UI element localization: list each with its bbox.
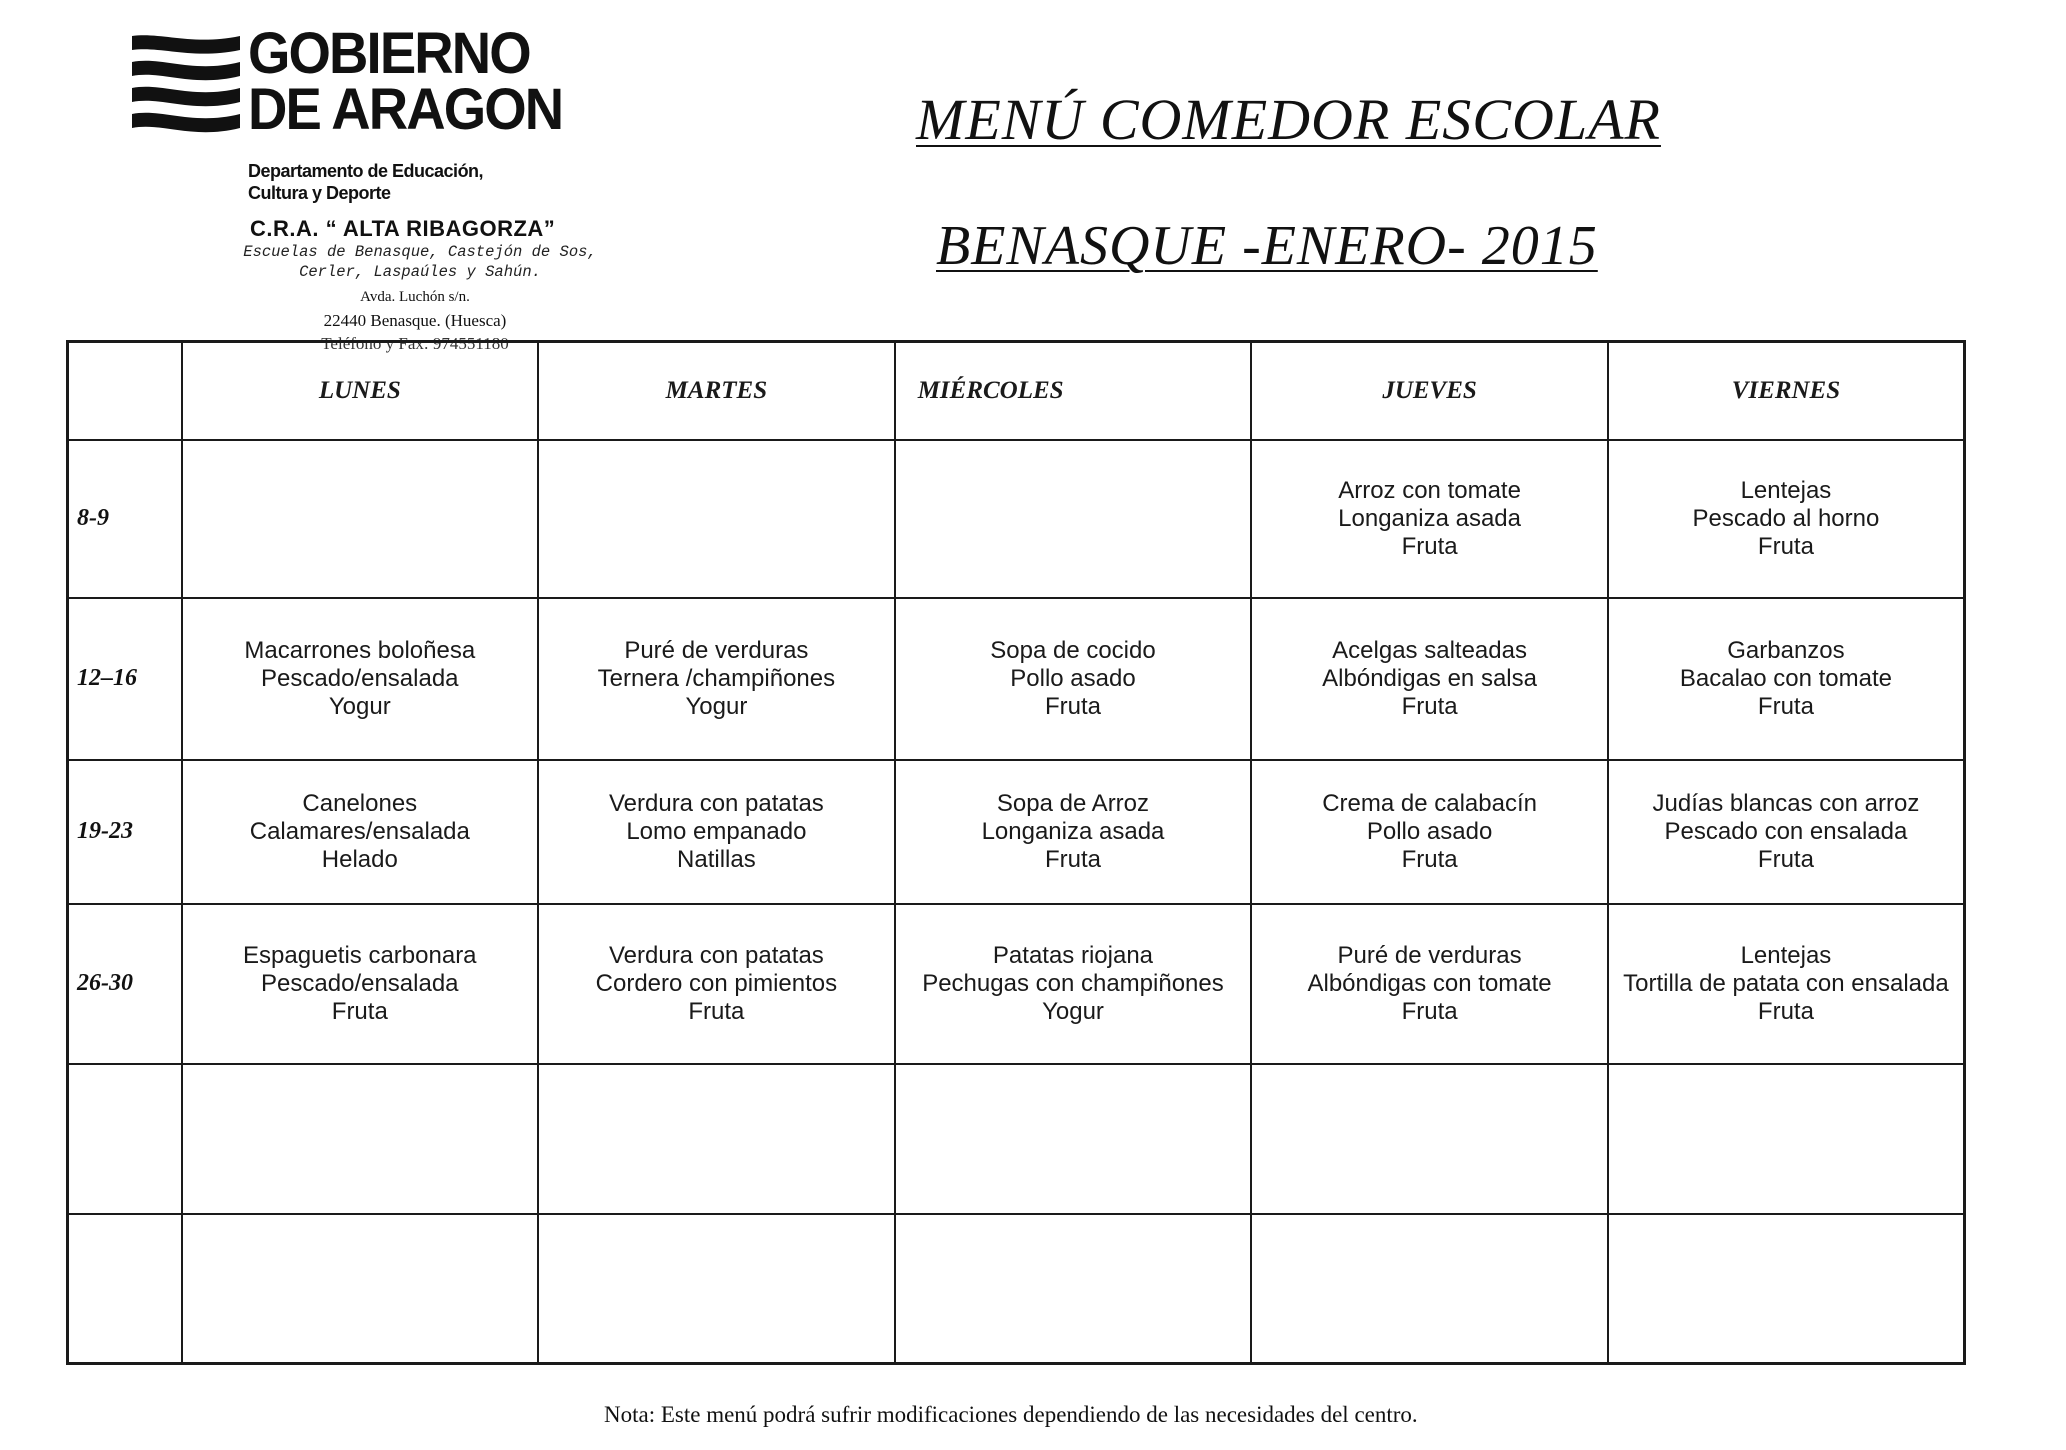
dish-item: Acelgas salteadas (1332, 636, 1527, 664)
week-label: 8-9 (68, 440, 182, 598)
table-row (68, 440, 1965, 598)
dish-item: Crema de calabacín (1322, 789, 1537, 817)
menu-cell (538, 760, 895, 904)
menu-cell (182, 760, 539, 904)
dish-item: Puré de verduras (624, 636, 809, 664)
corner-cell (68, 342, 182, 440)
table-row (68, 1214, 1965, 1364)
dish-item: Helado (321, 845, 398, 873)
dish-item: Pechugas con champiñones (922, 969, 1224, 997)
gobierno-aragon-logo (132, 21, 602, 146)
dish-item: Fruta (1757, 532, 1814, 560)
dish-item: Pescado/ensalada (261, 664, 459, 692)
menu-cell (895, 904, 1252, 1064)
dish-item: Calamares/ensalada (249, 817, 470, 845)
menu-cell (182, 598, 539, 760)
dish-item: Judías blancas con arroz (1652, 789, 1920, 817)
school-name: C.R.A. “ ALTA RIBAGORZA” (250, 216, 556, 241)
menu-cell (895, 1064, 1252, 1214)
dish-item: Albóndigas en salsa (1322, 664, 1537, 692)
dish-item: Pollo asado (1366, 817, 1493, 845)
dish-item: Puré de verduras (1337, 941, 1522, 969)
dish-item: Yogur (1042, 997, 1104, 1025)
address-line-1: Avda. Luchón s/n. (360, 289, 470, 305)
dish-item: Albóndigas con tomate (1307, 969, 1552, 997)
dish-item: Patatas riojana (992, 941, 1154, 969)
dish-item: Pollo asado (1010, 664, 1136, 692)
logo-wordmark (248, 21, 563, 142)
dish-item: Fruta (1044, 845, 1101, 873)
dish-item: Fruta (1044, 692, 1101, 720)
dish-item: Longaniza asada (981, 817, 1165, 845)
menu-cell (182, 1064, 539, 1214)
department-line-2: Cultura y Deporte (248, 183, 391, 203)
menu-cell (538, 1214, 895, 1364)
menu-cell (1251, 904, 1608, 1064)
dish-item: Longaniza asada (1338, 504, 1521, 532)
dish-item: Fruta (1757, 692, 1814, 720)
logo-line-2: DE ARAGON (248, 77, 563, 142)
dish-item: Yogur (685, 692, 748, 720)
menu-cell (1608, 904, 1965, 1064)
menu-cell (538, 904, 895, 1064)
menu-cell (538, 598, 895, 760)
menu-cell (1251, 598, 1608, 760)
menu-cell (895, 760, 1252, 904)
table-row (68, 598, 1965, 760)
week-label: 19-23 (68, 760, 182, 904)
day-header: VIERNES (1608, 342, 1965, 440)
menu-cell (538, 440, 895, 598)
table-row (68, 760, 1965, 904)
dish-item: Cordero con pimientos (595, 969, 838, 997)
department-name (248, 160, 483, 204)
week-label: 12–16 (68, 598, 182, 760)
day-header: JUEVES (1251, 342, 1608, 440)
week-label (68, 1214, 182, 1364)
menu-cell (538, 1064, 895, 1214)
day-header: MARTES (538, 342, 895, 440)
menu-cell (1608, 1064, 1965, 1214)
dish-item: Espaguetis carbonara (243, 941, 477, 969)
dish-item: Sopa de Arroz (996, 789, 1150, 817)
dish-item: Lentejas (1740, 941, 1832, 969)
address-line-3: Teléfono y Fax: 974551180 (321, 334, 509, 353)
dish-item: Garbanzos (1727, 636, 1845, 664)
menu-table (66, 340, 1966, 1365)
schools-line-1: Escuelas de Benasque, Castejón de Sos, (243, 243, 597, 261)
dish-item: Verdura con patatas (608, 789, 824, 817)
dish-item: Fruta (1401, 692, 1458, 720)
schools-list (200, 242, 640, 282)
menu-cell (1608, 440, 1965, 598)
menu-cell (1251, 440, 1608, 598)
day-header: LUNES (182, 342, 539, 440)
dish-item: Yogur (328, 692, 391, 720)
table-row (68, 1064, 1965, 1214)
dish-item: Fruta (688, 997, 745, 1025)
dish-item: Fruta (331, 997, 388, 1025)
footer-note: Nota: Este menú podrá sufrir modificaciones dependiendo de las necesidades del centro. (604, 1402, 1418, 1427)
dish-item: Lomo empanado (626, 817, 807, 845)
week-label (68, 1064, 182, 1214)
dish-item: Pescado al horno (1692, 504, 1880, 532)
menu-cell (182, 904, 539, 1064)
dish-item: Macarrones boloñesa (244, 636, 476, 664)
dish-item: Verdura con patatas (608, 941, 824, 969)
menu-cell (1251, 760, 1608, 904)
menu-cell (182, 1214, 539, 1364)
dish-item: Fruta (1757, 845, 1814, 873)
dish-item: Arroz con tomate (1338, 476, 1521, 504)
menu-cell (1608, 598, 1965, 760)
day-header: MIÉRCOLES (895, 342, 1252, 440)
dish-item: Fruta (1401, 997, 1458, 1025)
dish-item: Tortilla de patata con ensalada (1623, 969, 1949, 997)
dish-item: Natillas (677, 845, 756, 873)
aragon-emblem-icon (132, 32, 240, 140)
dish-item: Fruta (1401, 532, 1458, 560)
dish-item: Lentejas (1740, 476, 1832, 504)
dish-item: Pescado con ensalada (1664, 817, 1908, 845)
week-label: 26-30 (68, 904, 182, 1064)
menu-cell (1251, 1214, 1608, 1364)
dish-item: Bacalao con tomate (1679, 664, 1892, 692)
menu-cell (1608, 1214, 1965, 1364)
page-subtitle: BENASQUE -ENERO- 2015 (936, 215, 1598, 277)
table-header-row (68, 342, 1965, 440)
schools-line-2: Cerler, Laspaúles y Sahún. (299, 263, 541, 281)
menu-cell (895, 440, 1252, 598)
dish-item: Pescado/ensalada (261, 969, 459, 997)
menu-cell (895, 1214, 1252, 1364)
dish-item: Ternera /champiñones (597, 664, 836, 692)
menu-cell (1608, 760, 1965, 904)
menu-cell (895, 598, 1252, 760)
dish-item: Canelones (302, 789, 418, 817)
address-line-2: 22440 Benasque. (Huesca) (323, 311, 507, 330)
department-line-1: Departamento de Educación, (248, 161, 484, 181)
menu-cell (1251, 1064, 1608, 1214)
dish-item: Sopa de cocido (990, 636, 1156, 664)
page-title: MENÚ COMEDOR ESCOLAR (916, 87, 1661, 152)
dish-item: Fruta (1401, 845, 1458, 873)
table-row (68, 904, 1965, 1064)
menu-cell (182, 440, 539, 598)
dish-item: Fruta (1757, 997, 1814, 1025)
logo-line-1: GOBIERNO (248, 21, 530, 86)
